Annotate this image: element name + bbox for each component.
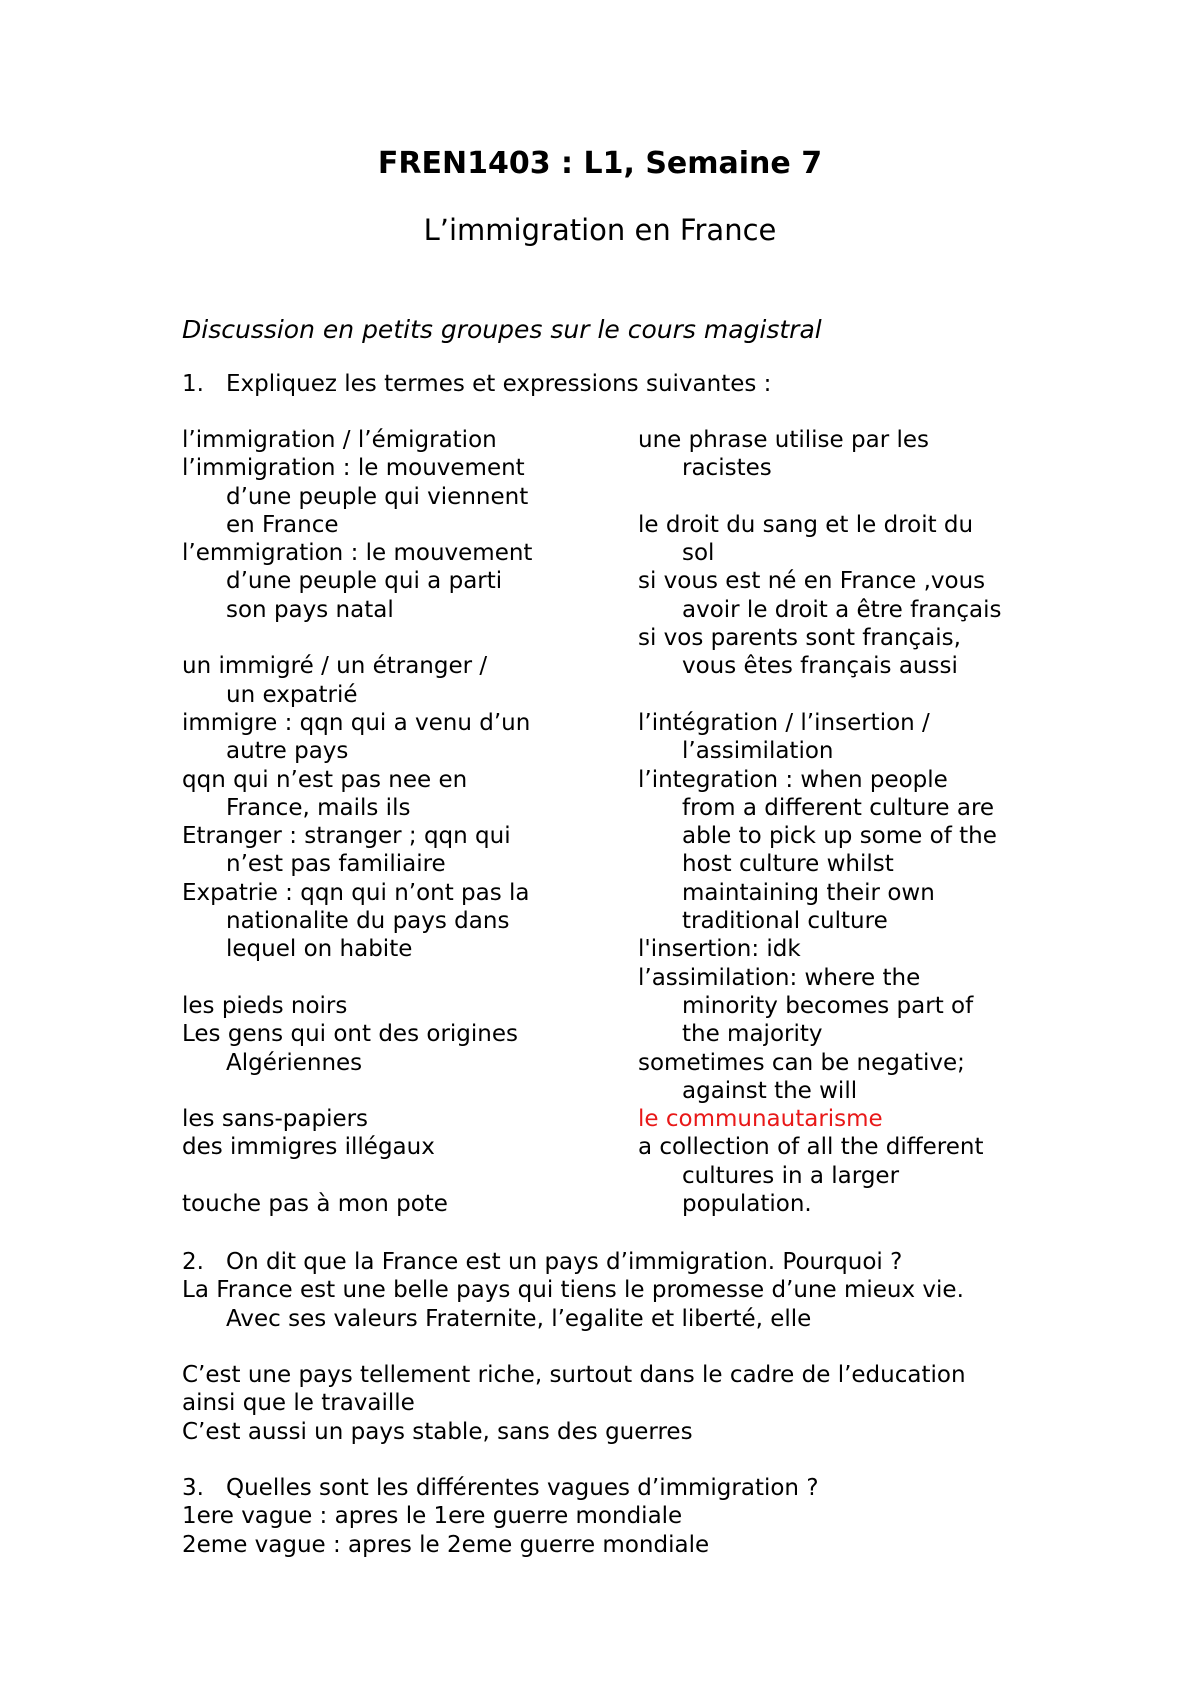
- left-term-entry: [182, 822, 612, 879]
- left-term-line: autre pays: [226, 738, 349, 765]
- right-term-line: si vous est né en France ,vous: [638, 568, 986, 595]
- left-term-entry: [182, 539, 612, 624]
- right-term-line: l’assimilation: [682, 738, 834, 765]
- right-term-entry: [638, 935, 1088, 963]
- right-term-line: une phrase utilise par les: [638, 427, 929, 453]
- spacer: [638, 681, 1088, 709]
- spacer: [182, 1162, 612, 1190]
- right-term-entry: [638, 709, 1088, 766]
- left-term-line: Etranger : stranger ; qqn qui: [182, 823, 511, 850]
- question-2-number: 2.: [182, 1249, 204, 1275]
- right-term-line: able to pick up some of the: [682, 823, 997, 850]
- left-term-line: les sans-papiers: [182, 1106, 369, 1133]
- question-3-text: Quelles sont les différentes vagues d’immigration ?: [226, 1475, 819, 1501]
- right-term-line: traditional culture: [682, 908, 888, 935]
- left-term-entry: [182, 709, 612, 766]
- answer-2-line-5: C’est aussi un pays stable, sans des guerres: [182, 1418, 693, 1445]
- right-term-line: sometimes can be negative;: [638, 1049, 965, 1076]
- right-term-line: host culture whilst: [682, 851, 894, 878]
- question-1-number: 1.: [182, 371, 204, 397]
- answer-3-line-2: 2eme vague : apres le 2eme guerre mondiale: [182, 1531, 710, 1558]
- right-term-entry: [638, 426, 1088, 483]
- right-term-line: a collection of all the different: [638, 1134, 984, 1161]
- terms-right-column: [638, 426, 1088, 1218]
- left-term-entry: [182, 1020, 612, 1077]
- left-term-line: l’immigration : le mouvement: [182, 455, 525, 482]
- right-term-entry: [638, 1049, 1088, 1106]
- right-term-line: vous êtes français aussi: [682, 653, 958, 680]
- answer-2-line-4: ainsi que le travaille: [182, 1390, 415, 1417]
- question-1-text: Expliquez les termes et expressions suivantes :: [226, 371, 772, 397]
- left-term-entry: [182, 1105, 612, 1133]
- right-term-entry: [638, 567, 1088, 624]
- left-term-line: l’immigration / l’émigration: [182, 427, 497, 453]
- right-term-line: si vos parents sont français,: [638, 625, 961, 652]
- left-term-line: son pays natal: [226, 596, 394, 623]
- right-term-line: the majority: [682, 1021, 823, 1048]
- question-3-block: [182, 1474, 1082, 1559]
- left-term-line: Les gens qui ont des origines: [182, 1021, 518, 1048]
- left-term-entry: [182, 992, 612, 1020]
- left-term-line: immigre : qqn qui a venu d’un: [182, 709, 531, 736]
- page-title: FREN1403 : L1, Semaine 7: [377, 146, 823, 181]
- left-term-line: les pieds noirs: [182, 992, 348, 1019]
- question-3: [182, 1474, 1082, 1502]
- right-term-entry: [638, 1133, 1088, 1218]
- right-term-line: l'insertion: idk: [638, 936, 801, 963]
- left-term-line: un immigré / un étranger /: [182, 653, 488, 680]
- left-term-line: des immigres illégaux: [182, 1134, 435, 1161]
- left-term-line: l’emmigration : le mouvement: [182, 540, 533, 567]
- right-term-line: cultures in a larger: [682, 1162, 900, 1189]
- right-term-line: against the will: [682, 1077, 858, 1104]
- left-term-entry: [182, 1133, 612, 1161]
- left-term-entry: [182, 426, 612, 454]
- left-term-entry: [182, 1190, 612, 1218]
- right-term-entry: [638, 1105, 1088, 1133]
- right-term-entry: [638, 511, 1088, 568]
- question-3-number: 3.: [182, 1475, 204, 1501]
- right-term-entry: [638, 964, 1088, 1049]
- right-term-line: l’integration : when people: [638, 766, 948, 793]
- terms-left-column: [182, 426, 612, 1218]
- left-term-line: d’une peuple qui viennent: [226, 483, 529, 510]
- question-2: [182, 1248, 1082, 1276]
- question-2-block: [182, 1248, 1082, 1446]
- spacer: [182, 964, 612, 992]
- right-term-line: from a different culture are: [682, 794, 995, 821]
- right-term-entry: [638, 766, 1088, 936]
- question-2-text: On dit que la France est un pays d’immigration. Pourquoi ?: [226, 1249, 903, 1275]
- spacer: [182, 1077, 612, 1105]
- left-term-line: qqn qui n’est pas nee en: [182, 766, 468, 793]
- answer-3-line-1: 1ere vague : apres le 1ere guerre mondiale: [182, 1503, 683, 1530]
- left-term-entry: [182, 766, 612, 823]
- answer-2-line-3: C’est une pays tellement riche, surtout dans le cadre de l’education: [182, 1362, 966, 1389]
- left-term-line: n’est pas familiaire: [226, 851, 446, 878]
- right-term-line: minority becomes part of: [682, 992, 974, 1019]
- left-term-line: lequel on habite: [226, 936, 413, 963]
- right-term-line: racistes: [682, 455, 772, 482]
- right-term-line: maintaining their own: [682, 879, 935, 906]
- spacer: [182, 624, 612, 652]
- right-term-line: population.: [682, 1191, 812, 1218]
- right-term-line: l’assimilation: where the: [638, 964, 921, 991]
- right-term-line: le droit du sang et le droit du: [638, 511, 974, 538]
- right-term-line: sol: [682, 540, 715, 567]
- left-term-entry: [182, 879, 612, 964]
- left-term-line: touche pas à mon pote: [182, 1191, 448, 1218]
- left-term-line: en France: [226, 511, 339, 538]
- answer-2-line-1: La France est une belle pays qui tiens le promesse d’une mieux vie.: [182, 1277, 964, 1304]
- spacer: [182, 1333, 1082, 1361]
- left-term-line: nationalite du pays dans: [226, 908, 510, 935]
- question-1: [182, 370, 771, 398]
- left-term-line: France, mails ils: [226, 794, 411, 821]
- spacer: [638, 483, 1088, 511]
- left-term-line: Expatrie : qqn qui n’ont pas la: [182, 879, 530, 906]
- left-term-line: Algériennes: [226, 1049, 363, 1076]
- left-term-line: d’une peuple qui a parti: [226, 568, 503, 595]
- left-term-entry: [182, 454, 612, 539]
- right-term-line: avoir le droit a être français: [682, 596, 1002, 623]
- answer-2-line-2: Avec ses valeurs Fraternite, l’egalite et liberté, elle: [226, 1305, 812, 1332]
- left-term-entry: [182, 652, 612, 709]
- left-term-line: un expatrié: [226, 681, 358, 708]
- right-term-line: le communautarisme: [638, 1106, 883, 1133]
- section-heading: Discussion en petits groupes sur le cours magistral: [182, 315, 822, 344]
- right-term-line: l’intégration / l’insertion /: [638, 709, 930, 736]
- page-subtitle: L’immigration en France: [423, 213, 777, 247]
- right-term-entry: [638, 624, 1088, 681]
